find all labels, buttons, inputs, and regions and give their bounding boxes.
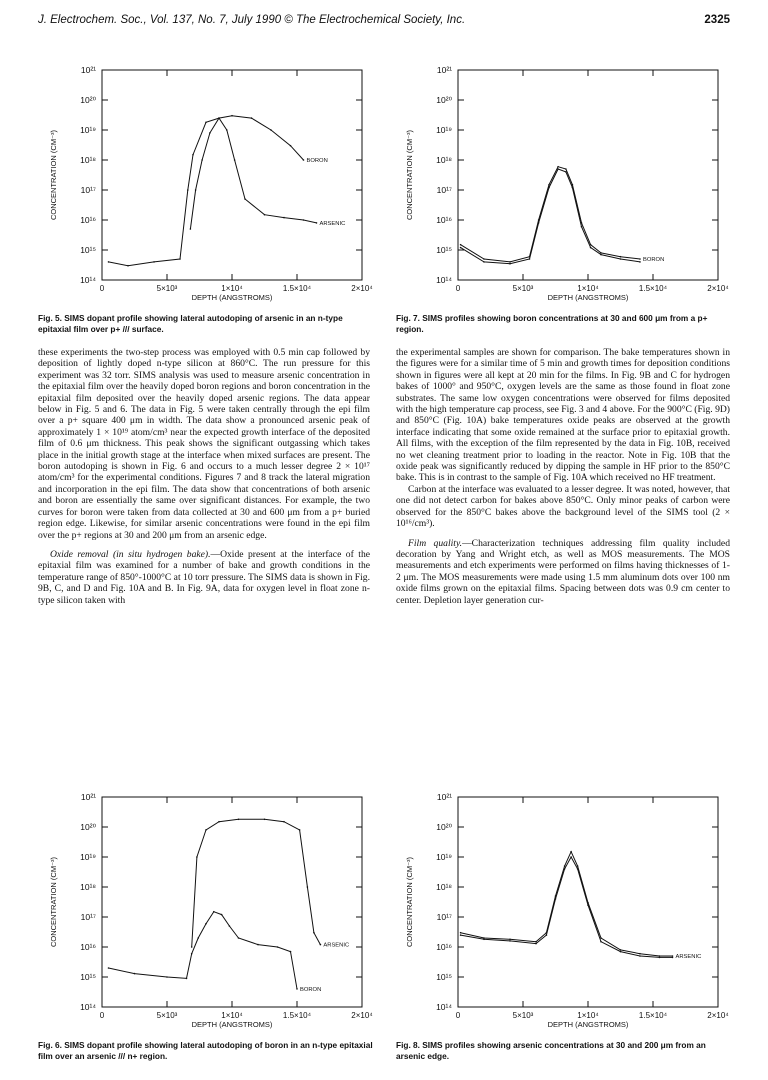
y-tick-label: 10¹⁵ — [80, 245, 96, 255]
data-point — [672, 955, 674, 957]
y-tick-label: 10¹⁴ — [436, 1002, 452, 1012]
x-tick-label: 1.5×10⁴ — [638, 284, 668, 293]
data-point — [264, 214, 266, 216]
figure-6 — [36, 785, 376, 1035]
series-label: BORON — [300, 986, 322, 993]
y-tick-label: 10¹⁷ — [80, 185, 96, 195]
data-point — [639, 261, 641, 263]
paragraph: Carbon at the interface was evaluated to a lesser degree. It was noted, however, that one did not detect carbon for bakes above 850°C. Only minor peaks of carbon were observed for the 850°C bakes above the background level of the SIMS tool (2 × 10¹⁶/cm³). — [396, 483, 730, 530]
figure-5-chart — [36, 58, 376, 308]
data-point — [270, 129, 272, 131]
data-point — [460, 247, 462, 249]
y-axis-label: CONCENTRATION (CM⁻³) — [405, 129, 414, 221]
y-tick-label: 10¹⁶ — [436, 942, 452, 952]
data-point — [127, 265, 129, 267]
plot-frame — [102, 70, 362, 280]
x-tick-label: 0 — [455, 1011, 461, 1020]
y-tick-label: 10¹⁴ — [80, 275, 96, 285]
data-point — [218, 821, 220, 823]
data-point — [320, 944, 322, 946]
series-line — [192, 819, 321, 947]
y-tick-label: 10¹⁸ — [80, 155, 96, 165]
x-tick-label: 5×10³ — [156, 1011, 178, 1020]
y-tick-label: 10²¹ — [80, 65, 96, 75]
paragraph — [396, 538, 730, 606]
journal-citation: J. Electrochem. Soc., Vol. 137, No. 7, July 1990 © The Electrochemical Society, Inc. — [38, 14, 466, 26]
data-point — [460, 932, 462, 934]
section-heading: Oxide removal (in situ hydrogen bake). — [50, 548, 211, 560]
y-tick-label: 10²⁰ — [80, 95, 96, 105]
y-tick-label: 10¹⁵ — [436, 972, 452, 982]
data-point — [600, 252, 602, 254]
data-point — [209, 132, 211, 134]
x-tick-label: 1×10⁴ — [221, 1011, 243, 1020]
data-point — [205, 829, 207, 831]
x-axis-label: DEPTH (ANGSTROMS) — [191, 293, 273, 302]
data-point — [218, 117, 220, 119]
figure-8-caption: Fig. 8. SIMS profiles showing arsenic concentrations at 30 and 200 μm from an arsenic edge. — [396, 1040, 706, 1061]
x-tick-label: 5×10³ — [156, 284, 178, 293]
y-tick-label: 10¹⁶ — [80, 942, 96, 952]
data-point — [234, 159, 236, 161]
data-point — [564, 865, 566, 867]
data-point — [283, 217, 285, 219]
data-point — [186, 978, 188, 980]
data-point — [564, 868, 566, 870]
data-point — [197, 937, 199, 939]
series-line — [109, 912, 298, 989]
data-point — [620, 256, 622, 258]
data-point — [460, 244, 462, 246]
data-point — [190, 228, 192, 230]
data-point — [565, 168, 567, 170]
x-tick-label: 2×10⁴ — [707, 284, 729, 293]
paragraph-text: —Characterization techniques addressing film quality included decoration by Yang and Wright etch, as well as MOS measurements. The MOS measurements and etch experiments were performed on films having thicknesses of 1-2 μm. The MOS measurements were made using 1.5 mm aluminum dots over 100 nm oxide films grown on the epitaxial films. Spacing between dots was 0.9 cm center to center. Depletion layer generation cur- — [396, 537, 730, 606]
data-point — [238, 937, 240, 939]
y-axis-label: CONCENTRATION (CM⁻³) — [49, 129, 58, 221]
x-tick-label: 1×10⁴ — [577, 284, 599, 293]
data-point — [555, 898, 557, 900]
data-point — [546, 934, 548, 936]
x-tick-label: 0 — [455, 284, 461, 293]
data-point — [299, 829, 301, 831]
data-point — [108, 261, 110, 263]
data-point — [600, 254, 602, 256]
series-label: BORON — [643, 257, 665, 264]
series-line — [461, 167, 640, 262]
data-point — [213, 911, 215, 913]
data-point — [538, 222, 540, 224]
data-point — [535, 943, 537, 945]
data-point — [483, 261, 485, 263]
data-point — [639, 953, 641, 955]
x-axis-label: DEPTH (ANGSTROMS) — [191, 1020, 273, 1029]
y-tick-label: 10²¹ — [80, 792, 96, 802]
data-point — [283, 821, 285, 823]
y-tick-label: 10¹⁵ — [436, 245, 452, 255]
y-axis-label: CONCENTRATION (CM⁻³) — [405, 856, 414, 948]
data-point — [577, 868, 579, 870]
data-point — [277, 946, 279, 948]
page-header — [38, 14, 730, 30]
data-point — [548, 184, 550, 186]
data-point — [221, 914, 223, 916]
figure-6-chart — [36, 785, 376, 1035]
y-tick-label: 10¹⁴ — [80, 1002, 96, 1012]
y-tick-label: 10²¹ — [436, 65, 452, 75]
data-point — [226, 129, 228, 131]
y-tick-label: 10²⁰ — [436, 822, 452, 832]
data-point — [535, 941, 537, 943]
y-tick-label: 10¹⁹ — [436, 852, 452, 862]
data-point — [238, 819, 240, 821]
data-point — [600, 941, 602, 943]
series-line — [109, 118, 317, 266]
data-point — [509, 261, 511, 263]
x-tick-label: 1.5×10⁴ — [282, 1011, 312, 1020]
x-axis-label: DEPTH (ANGSTROMS) — [547, 1020, 629, 1029]
text-column-right — [396, 347, 730, 606]
data-point — [483, 939, 485, 941]
x-tick-label: 2×10⁴ — [351, 284, 373, 293]
plot-frame — [458, 70, 718, 280]
y-tick-label: 10²⁰ — [436, 95, 452, 105]
series-line — [461, 852, 673, 956]
y-tick-label: 10¹⁶ — [80, 215, 96, 225]
data-point — [672, 957, 674, 959]
figure-5-caption: Fig. 5. SIMS dopant profile showing lateral autodoping of arsenic in an n-type epitaxial film over p+ /// surface. — [38, 313, 343, 334]
series-label: ARSENIC — [675, 954, 702, 961]
data-point — [316, 222, 318, 224]
y-tick-label: 10¹⁹ — [80, 125, 96, 135]
y-tick-label: 10¹⁵ — [80, 972, 96, 982]
y-axis-label: CONCENTRATION (CM⁻³) — [49, 856, 58, 948]
y-tick-label: 10²⁰ — [80, 822, 96, 832]
data-point — [581, 226, 583, 228]
plot-frame — [102, 797, 362, 1007]
data-point — [201, 159, 203, 161]
paragraph: the experimental samples are shown for comparison. The bake temperatures shown in the figures were for a similar time of 5 min and growth times for deposition conditions shown in figures were all kept at 20 min for the films. In Fig. 9B and C for hydrogen bakes of 1000° and 950°C, oxygen levels are the same as those found in float zone substrates. The same low oxygen concentrations were observed for films deposited with the high temperature cap process, see Fig. 3 and 4 above. For the 900°C (Fig. 9D) and 850°C (Fig. 10A) bake temperatures oxide peaks are observed at the growth interface indicating that some oxide remained at the surface prior to epitaxial growth. All films, with the exception of the film represented by the data in Fig. 10B, received no wet cleaning treatment prior to loading in the reactor. Note in Fig. 10B that the oxide peak was significantly reduced by dipping the sample in HF prior to the 850°C bake. This is in contrast to the sample of Fig. 10A which received no HF treatment. — [396, 347, 730, 484]
x-tick-label: 5×10³ — [512, 1011, 534, 1020]
x-tick-label: 1.5×10⁴ — [638, 1011, 668, 1020]
data-point — [187, 189, 189, 191]
data-point — [192, 154, 194, 156]
data-point — [296, 988, 298, 990]
data-point — [548, 187, 550, 189]
data-point — [205, 923, 207, 925]
figure-8-chart — [392, 785, 732, 1035]
data-point — [620, 258, 622, 260]
x-axis-label: DEPTH (ANGSTROMS) — [547, 293, 629, 302]
series-label: BORON — [306, 158, 328, 164]
y-tick-label: 10¹⁸ — [436, 155, 452, 165]
figure-8 — [392, 785, 732, 1035]
data-point — [509, 939, 511, 941]
data-point — [264, 819, 266, 821]
data-point — [196, 856, 198, 858]
y-tick-label: 10¹⁹ — [80, 852, 96, 862]
paragraph-text: —Oxide present at the interface of the epitaxial film was examined for a number of bake and growth conditions in the temperature range of 850°-1000°C at 10 torr pressure. The SIMS data is shown in Fig. 9B, C, and D and Fig. 10A and B. In Fig. 9A, data for oxygen level in float zone n-type silicon taken with — [38, 548, 370, 606]
data-point — [509, 940, 511, 942]
figure-5 — [36, 58, 376, 308]
series-line — [190, 116, 303, 229]
data-point — [600, 937, 602, 939]
page-number: 2325 — [704, 14, 730, 26]
data-point — [639, 258, 641, 260]
data-point — [108, 967, 110, 969]
data-point — [195, 189, 197, 191]
data-point — [153, 261, 155, 263]
y-tick-label: 10¹⁷ — [436, 912, 452, 922]
data-point — [587, 904, 589, 906]
y-tick-label: 10¹⁸ — [80, 882, 96, 892]
data-point — [303, 219, 305, 221]
data-point — [570, 856, 572, 858]
data-point — [565, 171, 567, 173]
data-point — [313, 932, 315, 934]
figure-7-chart — [392, 58, 732, 308]
data-point — [191, 953, 193, 955]
data-point — [290, 145, 292, 147]
text-column-left — [38, 347, 370, 606]
x-tick-label: 1×10⁴ — [577, 1011, 599, 1020]
data-point — [483, 258, 485, 260]
data-point — [509, 263, 511, 265]
data-point — [557, 168, 559, 170]
paragraph: these experiments the two-step process was employed with 0.5 min cap followed by deposition of lightly doped n-type silicon at 860°C. The run pressure for this experiment was 32 torr. SIMS analysis was used to measure arsenic concentration in the epitaxial film over the heavily doped boron regions and boron concentration in the epitaxial film deposited over the heavily doped arsenic regions. The data appear below in Fig. 5 and 6. The data in Fig. 5 were taken centrally through the epi film over a p+ square 400 μm in width. The data show a pronounced arsenic peak of approximately 1 × 10¹⁹ atom/cm³ near the expected growth interface of the deposited film of 0.6 μm thickness. This peak shows the significant outgassing which takes place in the initial growth stage at the interface when mixed surfaces are present. The boron autodoping is shown in Fig. 6 and occurs to a much lesser degree 2 × 10¹⁷ atom/cm³ for the experimental conditions. Figures 7 and 8 track the lateral migration and incorporation in the epi film. The data show that concentrations of both arsenic and boron are essentially the same over significant distances. For example, the two curves for boron were taken from data collected at 30 and 600 μm from a p+ buried region edge. Likewise, for similar arsenic concentrations were found in the epi film over the p+ regions at 30 and 200 μm from an arsenic edge. — [38, 347, 370, 541]
x-tick-label: 1.5×10⁴ — [282, 284, 312, 293]
data-point — [659, 957, 661, 959]
data-point — [205, 122, 207, 124]
paragraph — [38, 549, 370, 606]
figure-7-caption: Fig. 7. SIMS profiles showing boron concentrations at 30 and 600 μm from a p+ region. — [396, 313, 708, 334]
series-line — [461, 857, 673, 957]
data-point — [659, 955, 661, 957]
section-heading: Film quality. — [408, 537, 463, 549]
data-point — [639, 955, 641, 957]
data-point — [307, 886, 309, 888]
y-tick-label: 10¹⁴ — [436, 275, 452, 285]
y-tick-label: 10¹⁶ — [436, 215, 452, 225]
x-tick-label: 0 — [99, 284, 105, 293]
x-tick-label: 2×10⁴ — [351, 1011, 373, 1020]
data-point — [229, 925, 231, 927]
data-point — [557, 166, 559, 168]
data-point — [251, 117, 253, 119]
data-point — [166, 976, 168, 978]
data-point — [577, 865, 579, 867]
data-point — [290, 951, 292, 953]
x-tick-label: 1×10⁴ — [221, 284, 243, 293]
data-point — [460, 934, 462, 936]
y-tick-label: 10¹⁷ — [80, 912, 96, 922]
data-point — [231, 115, 233, 117]
data-point — [303, 159, 305, 161]
data-point — [620, 949, 622, 951]
data-point — [572, 187, 574, 189]
data-point — [257, 944, 259, 946]
figure-6-caption: Fig. 6. SIMS dopant profile showing lateral autodoping of boron in an n-type epitaxial film over an arsenic /// n+ region. — [38, 1040, 373, 1061]
series-label: ARSENIC — [323, 942, 350, 949]
data-point — [620, 951, 622, 953]
y-tick-label: 10¹⁸ — [436, 882, 452, 892]
y-tick-label: 10²¹ — [436, 792, 452, 802]
data-point — [191, 946, 193, 948]
series-label: ARSENIC — [319, 220, 346, 227]
x-tick-label: 0 — [99, 1011, 105, 1020]
data-point — [570, 851, 572, 853]
x-tick-label: 2×10⁴ — [707, 1011, 729, 1020]
y-tick-label: 10¹⁹ — [436, 125, 452, 135]
data-point — [529, 258, 531, 260]
x-tick-label: 5×10³ — [512, 284, 534, 293]
y-tick-label: 10¹⁷ — [436, 185, 452, 195]
data-point — [244, 198, 246, 200]
data-point — [134, 973, 136, 975]
data-point — [590, 247, 592, 249]
data-point — [179, 258, 181, 260]
figure-7 — [392, 58, 732, 308]
